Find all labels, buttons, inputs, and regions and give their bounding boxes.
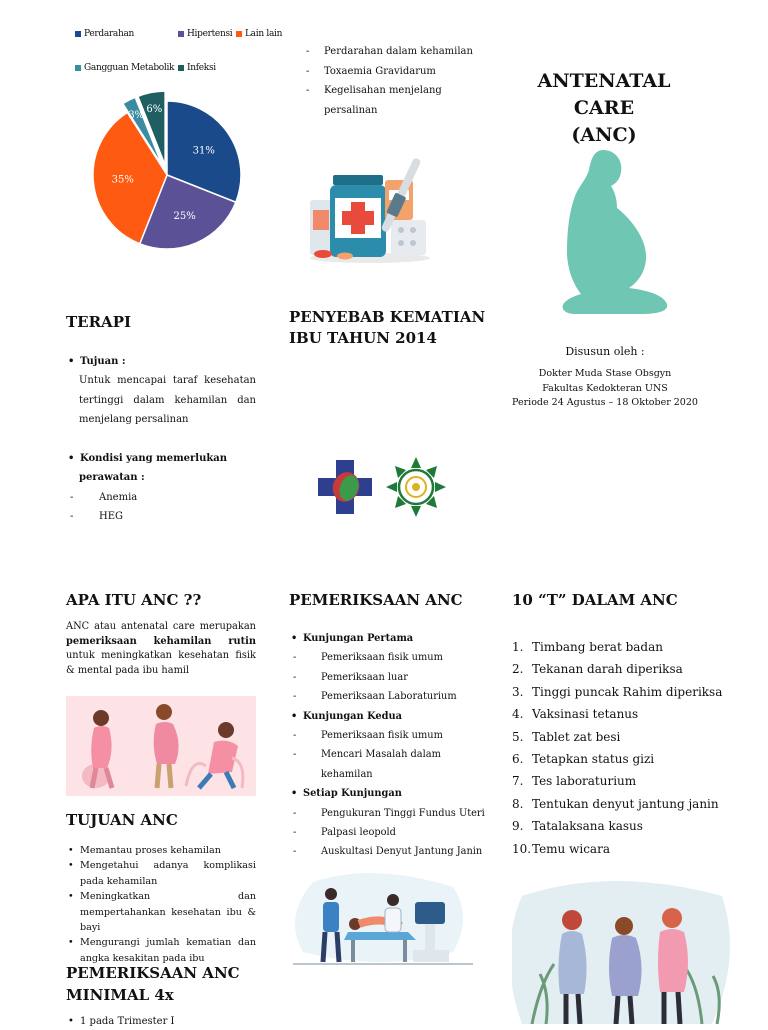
disusun-label: Disusun oleh : <box>565 345 645 358</box>
kondisi-item: - Anemia <box>66 488 256 507</box>
tujuan-anc-heading: TUJUAN ANC <box>66 811 178 829</box>
list-text: Temu wicara <box>532 841 610 856</box>
penyebab-heading <box>289 307 485 349</box>
list-item: - Kegelisahan menjelang <box>302 81 482 101</box>
hospital-cross-logo <box>316 458 374 516</box>
author-line: Dokter Muda Stase Obsgyn <box>538 368 672 379</box>
tujuan-anc-list <box>66 843 256 966</box>
tujuan-label: • Tujuan : <box>66 352 256 371</box>
minimal-heading <box>66 962 240 1006</box>
list-item <box>512 681 732 703</box>
list-item <box>512 815 732 837</box>
heading-line: PENYEBAB KEMATIAN <box>289 308 486 326</box>
apa-itu-heading: APA ITU ANC ?? <box>66 591 202 609</box>
legend-label: Hipertensi <box>187 29 233 39</box>
list-item: - Mencari Masalah dalam <box>289 745 489 764</box>
list-number: 5. <box>512 729 524 744</box>
university-logo <box>385 456 447 518</box>
list-number: 8. <box>512 796 524 811</box>
apa-itu-text <box>66 620 256 678</box>
list-item <box>512 703 732 725</box>
list-number: 6. <box>512 752 524 767</box>
terapi-body <box>66 352 256 526</box>
legend-item-lain-lain <box>236 28 282 40</box>
legend-label: Perdarahan <box>84 29 135 39</box>
list-number: 9. <box>512 819 524 834</box>
list-text: Tetapkan status gizi <box>532 752 655 767</box>
minimal-first-item: • 1 pada Trimester I <box>66 1014 768 1030</box>
list-item <box>512 658 732 680</box>
pie-label-gangguan-metabolik: 3% <box>128 110 145 122</box>
medicine-illustration <box>305 150 435 265</box>
cover-title-line: (ANC) <box>571 124 637 146</box>
ultrasound-clinic-illustration <box>293 872 473 967</box>
list-item: - Auskultasi Denyut Jantung Janin <box>289 842 489 861</box>
pie-chart <box>85 72 255 257</box>
list-number: 7. <box>512 774 524 789</box>
list-item: • Memantau proses kehamilan <box>66 843 256 858</box>
pie-label-infeksi: 6% <box>146 103 163 115</box>
list-text: Tentukan denyut jantung janin <box>532 796 719 811</box>
pregnant-women-illustration <box>66 696 256 796</box>
list-text: Vaksinasi tetanus <box>532 707 639 722</box>
list-item <box>512 748 732 770</box>
list-number: 4. <box>512 707 524 722</box>
list-item <box>512 793 732 815</box>
list-number: 3. <box>512 684 524 699</box>
list-text: Tekanan darah diperiksa <box>532 662 683 677</box>
list-text: Tatalaksana kasus <box>532 819 643 834</box>
text-bold-segment: pemeriksaan kehamilan rutin <box>66 635 256 647</box>
group-label: • Kunjungan Kedua <box>289 707 489 726</box>
legend-label: Infeksi <box>187 63 216 73</box>
three-pregnant-women-illustration <box>512 876 738 1024</box>
heading-line: IBU TAHUN 2014 <box>289 329 437 347</box>
sepuluh-t-heading: 10 “T” DALAM ANC <box>512 591 678 609</box>
legend-label: Gangguan Metabolik <box>84 63 175 73</box>
sepuluh-t-list <box>512 636 732 860</box>
group-label: • Setiap Kunjungan <box>289 784 489 803</box>
list-item: - Pemeriksaan fisik umum <box>289 726 489 745</box>
list-text: Tes laboraturium <box>532 774 637 789</box>
kondisi-label: • Kondisi yang memerlukan <box>66 449 256 468</box>
pie-label-lain-lain: 35% <box>111 174 134 186</box>
list-item: • Mengetahui adanya komplikasi pada kehamilan <box>66 858 256 889</box>
pregnant-silhouette-icon <box>545 148 670 316</box>
cover-author-block <box>505 344 705 411</box>
list-text: Tablet zat besi <box>532 729 621 744</box>
cover-title-line: ANTENATAL CARE <box>537 70 671 119</box>
list-item-continued: kehamilan <box>321 768 373 780</box>
list-item <box>512 838 732 860</box>
pie-label-hipertensi: 25% <box>173 211 196 223</box>
heading-line: MINIMAL 4x <box>66 986 174 1004</box>
list-number: 2. <box>512 662 524 677</box>
list-item: - Pemeriksaan luar <box>289 668 489 687</box>
faculty-line: Fakultas Kedokteran UNS <box>542 382 668 394</box>
list-item: • Meningkatkan dan mempertahankan kesehatan ibu & bayi <box>66 889 256 935</box>
legend-item-perdarahan <box>75 28 134 40</box>
list-item: - Pengukuran Tinggi Fundus Uteri <box>289 804 489 823</box>
list-item <box>512 636 732 658</box>
pemeriksaan-heading: PEMERIKSAAN ANC <box>289 591 463 609</box>
list-item: - Pemeriksaan fisik umum <box>289 648 489 667</box>
terapi-heading: TERAPI <box>66 313 131 331</box>
list-item: - Perdarahan dalam kehamilan <box>302 42 482 62</box>
cover-title <box>505 68 703 149</box>
legend-label: Lain lain <box>245 29 283 39</box>
text-segment: ANC atau antenatal care merupakan <box>66 621 256 632</box>
list-text: Tinggi puncak Rahim diperiksa <box>532 684 723 699</box>
list-item: - Palpasi leopold <box>289 823 489 842</box>
pie-label-perdarahan: 31% <box>192 145 215 157</box>
tujuan-text: Untuk mencapai taraf kesehatan tertinggi dalam kehamilan dan menjelang persalinan <box>79 375 256 425</box>
list-text: Timbang berat badan <box>532 640 663 654</box>
list-item: - Pemeriksaan Laboraturium <box>289 687 489 706</box>
penyebab-list <box>302 42 482 120</box>
list-item: • Mengurangi jumlah kematian dan angka kesakitan pada ibu <box>66 935 256 966</box>
group-label: • Kunjungan Pertama <box>289 629 489 648</box>
list-number: 10. <box>512 841 532 856</box>
heading-line: PEMERIKSAAN ANC <box>66 964 240 982</box>
pemeriksaan-list <box>289 629 489 862</box>
list-item <box>512 726 732 748</box>
chart-legend <box>75 28 285 78</box>
period-line: Periode 24 Agustus – 18 Oktober 2020 <box>512 397 698 408</box>
kondisi-item: - HEG <box>66 507 256 526</box>
kondisi-label-cont: perawatan : <box>79 472 145 484</box>
text-segment: untuk meningkatkan kesehatan fisik & mental pada ibu hamil <box>66 650 256 676</box>
list-number: 1. <box>512 640 524 654</box>
legend-item-hipertensi <box>178 28 232 40</box>
list-item <box>512 770 732 792</box>
list-item-continued: persalinan <box>324 104 378 116</box>
list-item: - Toxaemia Gravidarum <box>302 62 482 82</box>
